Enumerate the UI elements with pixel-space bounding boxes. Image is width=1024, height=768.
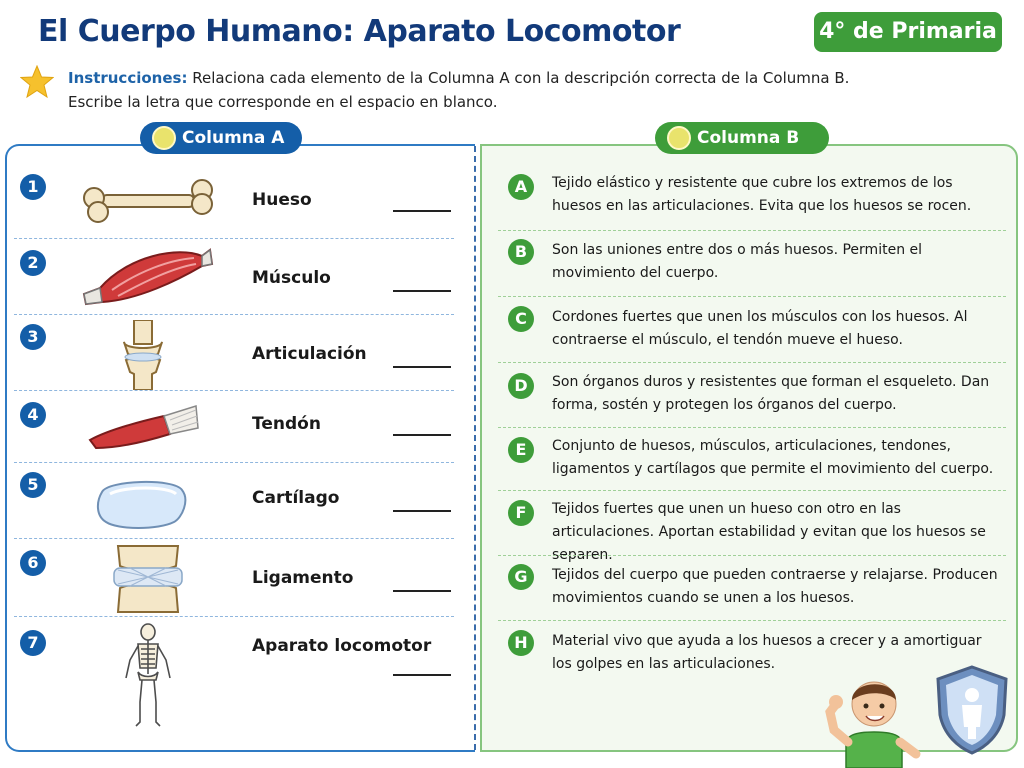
answer-blank[interactable] xyxy=(393,290,451,292)
item-term: Tendón xyxy=(252,414,321,434)
item-term: Músculo xyxy=(252,268,331,288)
answer-blank[interactable] xyxy=(393,510,451,512)
row-separator xyxy=(14,538,454,539)
row-separator xyxy=(498,620,1006,621)
column-b-label: Columna B xyxy=(697,128,800,148)
shield-icon xyxy=(934,665,1010,755)
row-separator xyxy=(14,390,454,391)
column-a-item xyxy=(8,394,456,460)
row-separator xyxy=(14,238,454,239)
row-separator xyxy=(14,314,454,315)
item-term: Ligamento xyxy=(252,568,354,588)
item-letter: G xyxy=(508,564,534,590)
item-term: Cartílago xyxy=(252,488,340,508)
item-letter: A xyxy=(508,174,534,200)
item-letter: B xyxy=(508,239,534,265)
row-separator xyxy=(498,427,1006,428)
column-b-header xyxy=(655,122,829,154)
column-a-item xyxy=(8,466,456,538)
cartilage-icon xyxy=(78,472,218,542)
grade-badge: 4° de Primaria xyxy=(814,12,1002,52)
answer-blank[interactable] xyxy=(393,590,451,592)
item-number: 7 xyxy=(20,630,46,656)
answer-blank[interactable] xyxy=(393,674,451,676)
muscle-icon xyxy=(78,242,218,312)
item-description: Tejidos fuertes que unen un hueso con otro en las articulaciones. Aportan estabilidad y evitan que los huesos se separen. xyxy=(552,501,986,563)
row-separator xyxy=(498,296,1006,297)
item-term: Articulación xyxy=(252,344,367,364)
item-description: Cordones fuertes que unen los músculos con los huesos. Al contraerse el músculo, el tendón mueve el hueso. xyxy=(552,309,968,348)
row-separator xyxy=(498,490,1006,491)
skeleton-icon xyxy=(116,622,180,730)
column-a-item xyxy=(8,318,456,390)
tendon-icon xyxy=(78,394,218,464)
column-a-item xyxy=(8,242,456,314)
item-description: Son órganos duros y resistentes que forman el esqueleto. Dan forma, sostén y protegen los órganos del cuerpo. xyxy=(552,374,990,413)
bone-icon xyxy=(78,166,218,236)
item-number: 4 xyxy=(20,402,46,428)
answer-blank[interactable] xyxy=(393,434,451,436)
column-divider xyxy=(474,146,476,750)
item-description: Conjunto de huesos, músculos, articulaciones, tendones, ligamentos y cartílagos que permite el movimiento del cuerpo. xyxy=(552,438,994,477)
item-description: Tejidos del cuerpo que pueden contraerse y relajarse. Producen movimientos cuando se unen a los huesos. xyxy=(552,567,998,606)
boy-flexing-icon xyxy=(822,668,926,768)
item-number: 5 xyxy=(20,472,46,498)
column-a-label: Columna A xyxy=(182,128,285,148)
item-description: Son las uniones entre dos o más huesos. Permiten el movimiento del cuerpo. xyxy=(552,242,923,281)
item-number: 1 xyxy=(20,174,46,200)
row-separator xyxy=(14,462,454,463)
item-term: Aparato locomotor xyxy=(252,636,432,656)
item-description: Material vivo que ayuda a los huesos a crecer y a amortiguar los golpes en las articulaciones. xyxy=(552,633,982,672)
item-letter: H xyxy=(508,630,534,656)
answer-blank[interactable] xyxy=(393,210,451,212)
column-a-item xyxy=(8,542,456,616)
coin-icon xyxy=(152,126,176,150)
instructions-line1: Relaciona cada elemento de la Columna A con la descripción correcta de la Columna B. xyxy=(192,69,850,87)
row-separator xyxy=(14,616,454,617)
answer-blank[interactable] xyxy=(393,366,451,368)
column-a-item xyxy=(8,164,456,236)
item-description: Tejido elástico y resistente que cubre los extremos de los huesos en las articulaciones. Evita que los huesos se rocen. xyxy=(552,175,972,214)
ligament-icon xyxy=(78,544,218,614)
item-letter: F xyxy=(508,500,534,526)
item-letter: C xyxy=(508,306,534,332)
row-separator xyxy=(498,230,1006,231)
item-number: 2 xyxy=(20,250,46,276)
item-letter: E xyxy=(508,437,534,463)
coin-icon xyxy=(667,126,691,150)
instructions xyxy=(68,66,968,114)
instructions-line2: Escribe la letra que corresponde en el espacio en blanco. xyxy=(68,93,498,111)
joint-icon xyxy=(78,320,218,390)
item-letter: D xyxy=(508,373,534,399)
column-a-header xyxy=(140,122,302,154)
instructions-lead: Instrucciones: xyxy=(68,69,188,87)
row-separator xyxy=(498,362,1006,363)
item-number: 6 xyxy=(20,550,46,576)
column-a-item xyxy=(8,622,456,734)
star-icon xyxy=(20,65,54,99)
item-number: 3 xyxy=(20,324,46,350)
page-title: El Cuerpo Humano: Aparato Locomotor xyxy=(38,14,681,49)
row-separator xyxy=(498,555,1006,556)
item-term: Hueso xyxy=(252,190,312,210)
